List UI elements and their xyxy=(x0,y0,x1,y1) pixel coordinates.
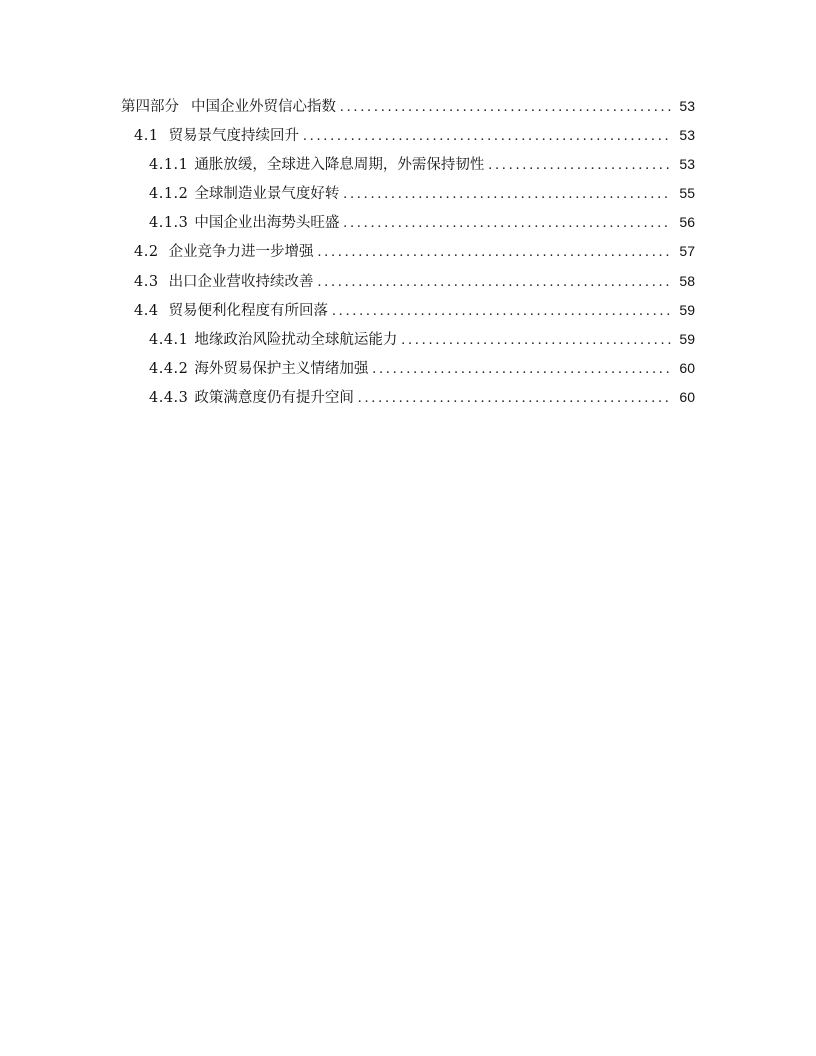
toc-entry-4-1-1[interactable] xyxy=(121,154,695,183)
toc-entry-title: 中国企业出海势头旺盛 xyxy=(194,215,340,232)
toc-entry-number: 4.1.3 xyxy=(149,215,189,232)
toc-dot-leader xyxy=(488,155,671,175)
toc-entry-title: 地缘政治风险扰动全球航运能力 xyxy=(194,331,398,348)
toc-entry-page: 57 xyxy=(679,243,695,260)
toc-entry-page: 56 xyxy=(679,214,695,231)
toc-dot-leader xyxy=(372,359,671,379)
toc-entry-page: 59 xyxy=(679,301,695,318)
toc-entry-title: 通胀放缓，全球进入降息周期，外需保持韧性 xyxy=(194,157,485,174)
toc-entry-title: 海外贸易保护主义情绪加强 xyxy=(194,360,369,377)
toc-dot-leader xyxy=(343,184,671,204)
toc-entry-page: 60 xyxy=(679,388,695,405)
toc-entry-4-1-3[interactable] xyxy=(121,212,695,241)
toc-dot-leader xyxy=(343,213,671,233)
toc-entry-title: 企业竞争力进一步增强 xyxy=(168,244,314,261)
toc-entry-page: 53 xyxy=(679,127,695,144)
toc-dot-leader xyxy=(401,330,671,350)
toc-entry-page: 58 xyxy=(679,272,695,289)
toc-entry-number: 4.4.3 xyxy=(149,389,189,406)
toc-entry-number: 4.1.1 xyxy=(149,157,189,174)
toc-entry-4-4[interactable] xyxy=(121,300,695,329)
toc-dot-leader xyxy=(332,301,671,321)
toc-entry-page: 55 xyxy=(679,185,695,202)
toc-entry-number: 4.4 xyxy=(134,302,159,319)
toc-entry-number: 4.4.1 xyxy=(149,331,189,348)
toc-entry-4-3[interactable] xyxy=(121,271,695,300)
toc-entry-number: 4.1.2 xyxy=(149,186,189,203)
toc-entry-page: 59 xyxy=(679,330,695,347)
toc-entry-number: 4.3 xyxy=(134,273,159,290)
toc-dot-leader xyxy=(358,388,671,408)
toc-entry-4-2[interactable] xyxy=(121,241,695,270)
toc-entry-number: 4.1 xyxy=(134,128,159,145)
toc-entry-page: 60 xyxy=(679,359,695,376)
table-of-contents xyxy=(121,96,695,416)
toc-entry-title: 中国企业外贸信心指数 xyxy=(191,99,336,115)
toc-entry-4-4-1[interactable] xyxy=(121,329,695,358)
toc-entry-page: 53 xyxy=(679,156,695,173)
toc-entry-number: 第四部分 xyxy=(121,99,179,115)
toc-entry-title: 全球制造业景气度好转 xyxy=(194,186,340,203)
toc-entry-part-4[interactable] xyxy=(121,96,695,125)
toc-dot-leader xyxy=(303,126,671,146)
toc-entry-title: 出口企业营收持续改善 xyxy=(168,273,314,290)
toc-entry-title: 贸易景气度持续回升 xyxy=(168,128,300,145)
toc-entry-number: 4.4.2 xyxy=(149,360,189,377)
toc-entry-number: 4.2 xyxy=(134,244,159,261)
toc-dot-leader xyxy=(340,97,671,117)
toc-entry-title: 贸易便利化程度有所回落 xyxy=(168,302,329,319)
toc-entry-4-1-2[interactable] xyxy=(121,183,695,212)
toc-dot-leader xyxy=(318,242,671,262)
toc-entry-4-1[interactable] xyxy=(121,125,695,154)
toc-entry-title: 政策满意度仍有提升空间 xyxy=(194,389,354,406)
toc-entry-4-4-2[interactable] xyxy=(121,358,695,387)
toc-dot-leader xyxy=(318,272,671,292)
toc-entry-4-4-3[interactable] xyxy=(121,387,695,416)
toc-entry-page: 53 xyxy=(679,98,695,114)
